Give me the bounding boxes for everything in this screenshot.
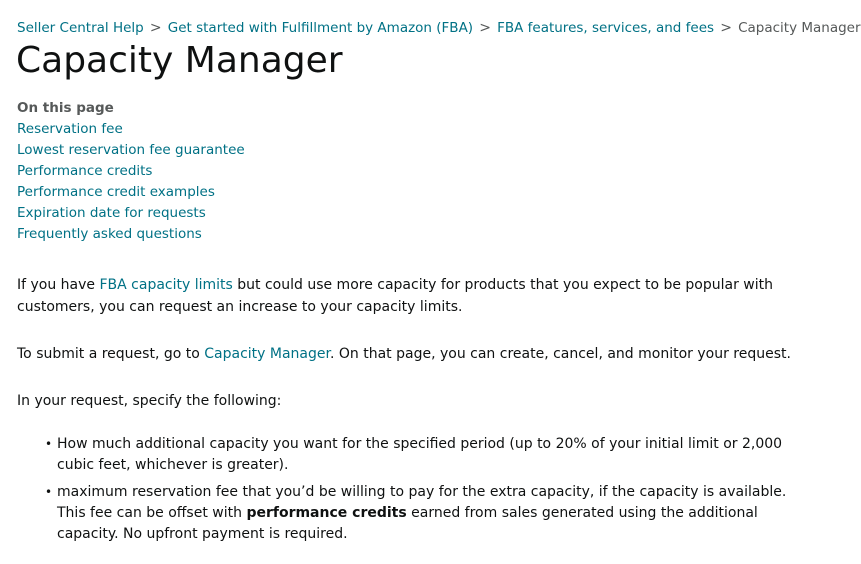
chevron-right-icon: >	[720, 20, 732, 36]
page-title: Capacity Manager	[16, 40, 343, 81]
breadcrumb-link-seller-central-help[interactable]: Seller Central Help	[17, 20, 144, 36]
specify-paragraph: In your request, specify the following:	[17, 393, 282, 409]
breadcrumb-link-get-started-fba[interactable]: Get started with Fulfillment by Amazon (FBA)	[167, 20, 474, 36]
submit-request-paragraph	[17, 343, 809, 365]
list-item-reservation-fee	[45, 482, 809, 545]
toc-link-performance-credit-examples[interactable]: Performance credit examples	[17, 184, 215, 200]
bullet-icon: •	[45, 485, 53, 499]
intro-text-end: but could use more capacity for products that you expect to be popular with customers, you can request an increase to your capacity limits.	[17, 277, 774, 315]
intro-text-start: If you have	[17, 277, 100, 293]
toc-link-performance-credits[interactable]: Performance credits	[17, 163, 153, 179]
fba-capacity-limits-link[interactable]: FBA capacity limits	[99, 277, 233, 293]
request-requirements-list	[17, 434, 809, 545]
toc-link-expiration-date[interactable]: Expiration date for requests	[17, 205, 206, 221]
toc-link-lowest-reservation-fee-guarantee[interactable]: Lowest reservation fee guarantee	[17, 142, 245, 158]
submit-text-end: . On that page, you can create, cancel, and monitor your request.	[329, 346, 791, 362]
list-item-fee-text-end: earned from sales generated using the additional capacity. No upfront payment is required.	[57, 505, 758, 542]
submit-text-start: To submit a request, go to	[17, 346, 205, 362]
chevron-right-icon: >	[149, 20, 162, 36]
performance-credits-emphasis: performance credits	[246, 505, 407, 521]
toc-link-reservation-fee[interactable]: Reservation fee	[17, 121, 123, 137]
on-this-page-nav	[17, 98, 245, 245]
toc-link-faq[interactable]: Frequently asked questions	[17, 226, 202, 242]
intro-paragraph	[17, 274, 809, 318]
breadcrumb-current: Capacity Manager	[738, 20, 861, 36]
toc-title: On this page	[17, 100, 114, 116]
breadcrumb-link-fba-features[interactable]: FBA features, services, and fees	[497, 20, 715, 36]
capacity-manager-link[interactable]: Capacity Manager	[204, 346, 330, 362]
list-item-capacity	[45, 434, 809, 476]
article-body	[17, 274, 809, 551]
chevron-right-icon: >	[479, 20, 491, 36]
bullet-icon: •	[45, 437, 53, 451]
list-item-capacity-text: How much additional capacity you want for the specified period (up to 20% of your initial limit or 2,000 cubic feet, whichever is greater).	[57, 436, 783, 473]
breadcrumb	[17, 18, 861, 38]
list-item-fee-text-start: maximum reservation fee that you’d be willing to pay for the extra capacity, if the capacity is available. This fee can be offset with	[57, 484, 787, 521]
